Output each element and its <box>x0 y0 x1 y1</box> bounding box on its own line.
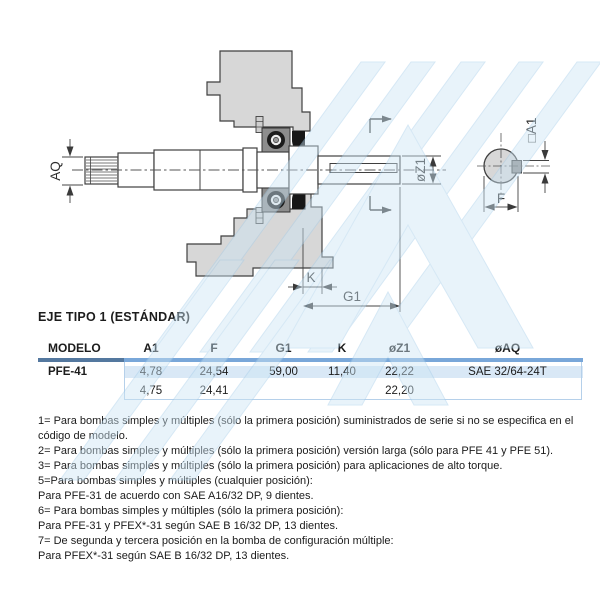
dim-label-g1: G1 <box>342 289 362 304</box>
col-header-modelo: MODELO <box>48 341 101 355</box>
col-header-g1: G1 <box>275 341 292 355</box>
table-header-row <box>38 338 583 358</box>
footnote-line: 6= Para bombas simples y múltiples (sólo la primera posición): <box>38 505 344 517</box>
dim-label-a1: □A1 <box>524 117 539 143</box>
cell-f: 24,41 <box>199 384 229 397</box>
col-header-aq: øAQ <box>494 341 521 355</box>
cell-aq: SAE 32/64-24T <box>432 366 583 378</box>
cell-z1: 22,22 <box>367 366 432 378</box>
section-title: EJE TIPO 1 (ESTÁNDAR) <box>38 310 191 324</box>
cell-a1: 4,78 <box>124 366 178 378</box>
dim-a1 <box>523 118 549 193</box>
shaft-end-view <box>477 133 551 200</box>
spec-table <box>38 338 583 400</box>
col-header-a1: A1 <box>143 341 159 355</box>
footnote-line: 7= De segunda y tercera posición en la bomba de configuración múltiple: <box>38 535 394 547</box>
cell-g1: 59,00 <box>250 366 317 378</box>
footnote-line: 1= Para bombas simples y múltiples (sólo la primera posición) suministrados de serie si no se especifica en el código de modelo. <box>38 415 574 442</box>
footnote-line: 2= Para bombas simples y múltiples (sólo la primera posición) versión larga (sólo para PFE 41 y PFE 51). <box>38 445 554 457</box>
key-cross-section <box>512 161 522 174</box>
col-header-k: K <box>337 341 347 355</box>
col-header-f: F <box>210 341 218 355</box>
dim-label-f: F <box>496 191 506 206</box>
dim-label-z1: øZ1 <box>413 157 428 183</box>
keyway-slot <box>330 164 397 173</box>
header-accent-bar-dark <box>38 358 124 362</box>
cell-model: PFE-41 <box>48 365 87 378</box>
header-accent-bar <box>38 358 583 362</box>
cell-k: 11,40 <box>317 366 367 378</box>
footnote-line: Para PFE-31 y PFEX*-31 según SAE B 16/32 DP, 13 dientes. <box>38 520 339 532</box>
col-header-z1: øZ1 <box>388 341 411 355</box>
dim-label-k: K <box>306 270 316 285</box>
cell-z1: 22,20 <box>385 384 414 397</box>
footnote-line: 3= Para bombas simples y múltiples (sólo la primera posición) para aplicaciones de alto torque. <box>38 460 503 472</box>
table-row <box>38 362 583 381</box>
cell-a1: 4,75 <box>139 384 163 397</box>
table-row <box>38 381 583 400</box>
dim-aq <box>48 139 83 203</box>
cell-f: 24,54 <box>178 366 250 378</box>
footnotes <box>38 414 586 564</box>
dim-label-aq: AQ <box>48 161 63 181</box>
footnote-line: 5=Para bombas simples y múltiples (cualquier posición): <box>38 475 313 487</box>
footnote-line: Para PFEX*-31 según SAE B 16/32 DP, 13 dientes. <box>38 550 290 562</box>
footnote-line: Para PFE-31 de acuerdo con SAE A16/32 DP, 9 dientes. <box>38 490 314 502</box>
